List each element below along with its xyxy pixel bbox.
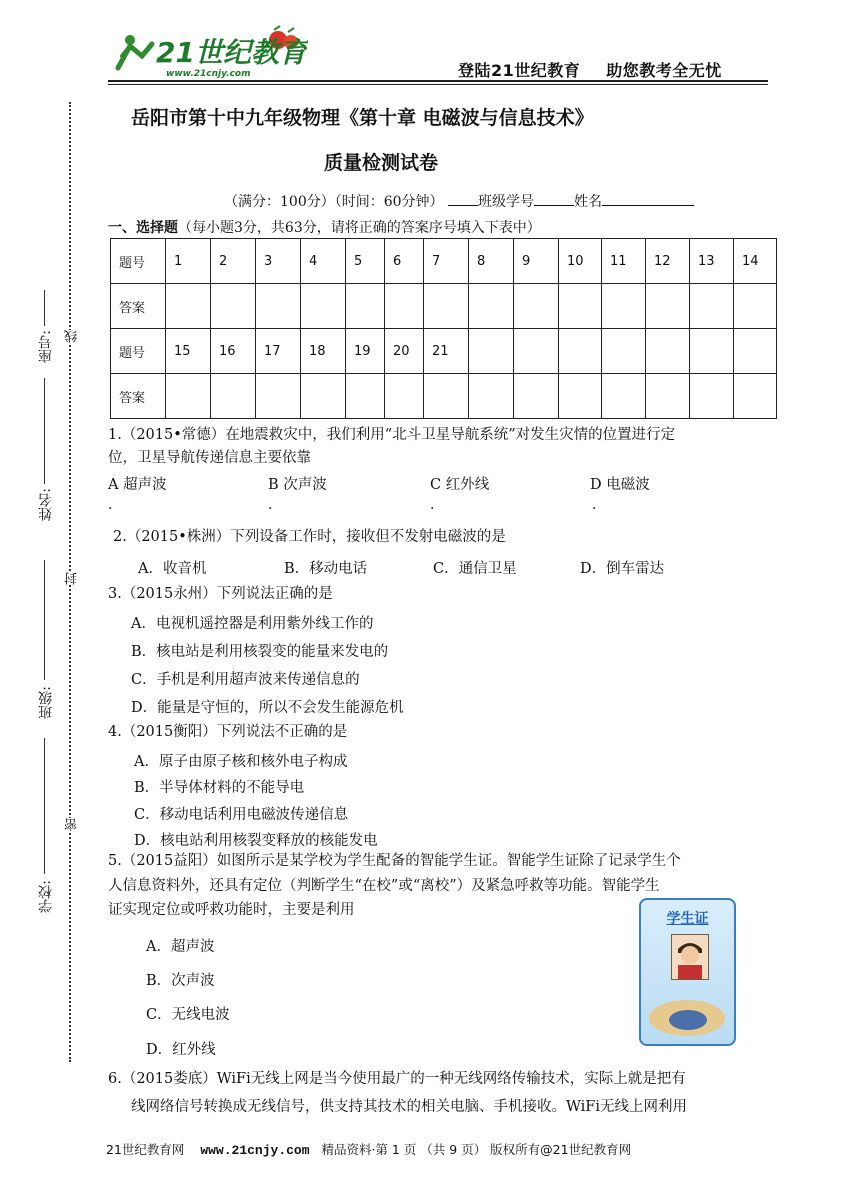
table-cell: 1: [166, 239, 211, 284]
answer-cell[interactable]: [211, 374, 256, 419]
answer-cell[interactable]: [469, 284, 514, 329]
section-heading: [108, 217, 541, 237]
table-cell: [734, 329, 777, 374]
question-2: 2.（2015•株洲）下列设备工作时，接收但不发射电磁波的是: [113, 529, 506, 545]
binding-mark-mi: 密: [65, 818, 80, 831]
question-1-line1: 1.（2015•常德）在地震救灾中，我们利用“北斗卫星导航系统”对发生灾情的位置进行定: [108, 427, 676, 443]
slogan-left: 登陆21世纪教育: [458, 61, 581, 80]
table-cell: [602, 329, 646, 374]
header-rule-thin: [108, 84, 768, 85]
row-label: 答案: [111, 374, 166, 419]
table-cell: 7: [424, 239, 469, 284]
q2-option-b[interactable]: B．移动电话: [284, 561, 368, 577]
blank-line[interactable]: [448, 191, 478, 206]
question-6-line2: 线网络信号转换成无线信号，供支持其技术的相关电脑、手机接收。WiFi无线上网利用: [131, 1099, 687, 1115]
answer-cell[interactable]: [424, 284, 469, 329]
table-cell: 14: [734, 239, 777, 284]
q1-option-b[interactable]: B 次声波: [268, 477, 327, 493]
question-5-line3: 证实现定位或呼救功能时，主要是利用: [108, 902, 355, 918]
question-6-line1: 6.（2015娄底）WiFi无线上网是当今使用最广的一种无线网络传输技术，实际上就是把有: [108, 1071, 686, 1087]
answer-cell[interactable]: [256, 374, 301, 419]
table-row: [111, 374, 777, 419]
q4-option-a[interactable]: A．原子由原子核和核外电子构成: [134, 754, 348, 770]
table-cell: [646, 329, 690, 374]
answer-cell[interactable]: [346, 284, 385, 329]
footer-brand: 21世纪教育网: [106, 1142, 185, 1157]
table-cell: [559, 329, 602, 374]
q5-option-a[interactable]: A．超声波: [146, 939, 215, 955]
card-buttons: [669, 1010, 707, 1030]
table-row: [111, 329, 777, 374]
q3-option-d[interactable]: D．能量是守恒的，所以不会发生能源危机: [131, 700, 404, 716]
q4-text: 4.（2015衡阳）下列说法: [108, 724, 275, 740]
page-footer: [106, 1140, 631, 1158]
q4-option-d[interactable]: D．核电站利用核裂变释放的核能发电: [134, 833, 378, 849]
exam-title: 岳阳市第十中九年级物理《第十章 电磁波与信息技术》: [131, 107, 594, 129]
table-cell: 3: [256, 239, 301, 284]
table-cell: 4: [301, 239, 346, 284]
school-label: 学校:: [38, 880, 54, 913]
card-title: 学生证: [666, 911, 709, 927]
q4-emphasis: 不正确: [274, 724, 319, 740]
answer-cell[interactable]: [166, 284, 211, 329]
exam-subtitle: 质量检测试卷: [324, 152, 439, 174]
answer-cell[interactable]: [469, 374, 514, 419]
q3-option-a[interactable]: A．电视机遥控器是利用紫外线工作的: [131, 616, 374, 632]
answer-cell[interactable]: [734, 284, 777, 329]
table-cell: 20: [385, 329, 424, 374]
answer-cell[interactable]: [256, 284, 301, 329]
question-4: [108, 722, 347, 742]
exam-meta: [224, 191, 694, 211]
answer-cell[interactable]: [301, 284, 346, 329]
table-cell: [469, 329, 514, 374]
answer-cell[interactable]: [301, 374, 346, 419]
footer-page-info: 精品资料·第 1 页 （共 9 页） 版权所有@21世纪教育网: [321, 1142, 632, 1157]
row-label: 题号: [111, 239, 166, 284]
q4-text-end: 的是: [318, 724, 348, 740]
q5-option-d[interactable]: D．红外线: [146, 1042, 216, 1058]
class-no-label: 班级学号: [478, 194, 534, 210]
table-row: [111, 284, 777, 329]
table-cell: 21: [424, 329, 469, 374]
table-cell: 16: [211, 329, 256, 374]
table-cell: 8: [469, 239, 514, 284]
table-cell: [514, 329, 559, 374]
student-card-image: [639, 898, 736, 1046]
table-cell: 18: [301, 329, 346, 374]
question-1-line2: 位，卫星导航传递信息主要依靠: [108, 450, 311, 466]
dot-mark: .: [108, 497, 113, 513]
slogan-right: 助您教考全无忧: [606, 61, 722, 80]
answer-cell[interactable]: [514, 284, 559, 329]
section-title: 一、选择题: [108, 220, 178, 236]
dot-mark: .: [592, 497, 597, 513]
q1-option-c[interactable]: C 红外线: [430, 477, 490, 493]
q4-option-b[interactable]: B．半导体材料的不能导电: [134, 780, 305, 796]
table-cell: 13: [690, 239, 734, 284]
question-5-line1: 5.（2015益阳）如图所示是某学校为学生配备的智能学生证。智能学生证除了记录学生个: [108, 853, 681, 869]
binding-mark-feng: 封: [65, 572, 80, 585]
answer-cell[interactable]: [734, 374, 777, 419]
answer-table: [110, 238, 777, 419]
score-time: （满分：100分）（时间：60分钟）: [224, 194, 444, 210]
class-label: 班级:: [38, 686, 54, 719]
q4-option-c[interactable]: C．移动电话利用电磁波传递信息: [134, 807, 349, 823]
answer-cell[interactable]: [690, 284, 734, 329]
class-blank-line: [44, 560, 45, 680]
table-cell: 5: [346, 239, 385, 284]
svg-text:21世纪教育: 21世纪教育: [156, 36, 307, 69]
answer-cell[interactable]: [646, 284, 690, 329]
answer-cell[interactable]: [514, 374, 559, 419]
section-note: （每小题3分，共63分，请将正确的答案序号填入下表中）: [178, 220, 541, 236]
table-cell: 11: [602, 239, 646, 284]
answer-cell[interactable]: [559, 374, 602, 419]
table-cell: 6: [385, 239, 424, 284]
answer-cell[interactable]: [211, 284, 256, 329]
q2-option-c[interactable]: C．通信卫星: [433, 561, 517, 577]
q5-option-c[interactable]: C．无线电波: [146, 1007, 230, 1023]
header-rule: [108, 80, 768, 82]
table-cell: 10: [559, 239, 602, 284]
q2-option-a[interactable]: A．收音机: [138, 561, 207, 577]
answer-cell[interactable]: [559, 284, 602, 329]
question-3: 3.（2015永州）下列说法正确的是: [108, 586, 333, 602]
table-row: [111, 239, 777, 284]
name-blank-line: [44, 378, 45, 484]
table-cell: [690, 329, 734, 374]
answer-cell[interactable]: [690, 374, 734, 419]
svg-text:www.21cnjy.com: www.21cnjy.com: [166, 69, 251, 79]
answer-cell[interactable]: [385, 374, 424, 419]
table-cell: 15: [166, 329, 211, 374]
table-cell: 17: [256, 329, 301, 374]
q1-option-d[interactable]: D 电磁波: [590, 477, 650, 493]
table-cell: 2: [211, 239, 256, 284]
q1-option-a[interactable]: A 超声波: [108, 477, 167, 493]
answer-cell[interactable]: [646, 374, 690, 419]
footer-site-link[interactable]: www.21cnjy.com: [200, 1143, 310, 1158]
answer-cell[interactable]: [385, 284, 424, 329]
class-no-field[interactable]: [534, 191, 574, 206]
name-field[interactable]: [602, 191, 694, 206]
table-cell: 12: [646, 239, 690, 284]
row-label: 题号: [111, 329, 166, 374]
answer-cell[interactable]: [602, 284, 646, 329]
answer-cell[interactable]: [166, 374, 211, 419]
name-label-meta: 姓名: [574, 194, 602, 210]
table-cell: 9: [514, 239, 559, 284]
table-cell: 19: [346, 329, 385, 374]
q5-option-b[interactable]: B．次声波: [146, 973, 215, 989]
row-label: 答案: [111, 284, 166, 329]
seat-blank-line: [44, 290, 45, 326]
header-slogan: [458, 58, 748, 81]
dot-mark: .: [268, 497, 273, 513]
q3-option-c[interactable]: C．手机是利用超声波来传递信息的: [131, 672, 360, 688]
name-label: 姓名:: [38, 488, 54, 521]
site-logo: [108, 20, 308, 82]
student-photo: [671, 934, 709, 980]
answer-cell[interactable]: [424, 374, 469, 419]
q2-option-d[interactable]: D．倒车雷达: [580, 561, 665, 577]
q3-option-b[interactable]: B．核电站是利用核裂变的能量来发电的: [131, 644, 389, 660]
binding-mark-xian: 线: [65, 330, 80, 343]
answer-cell[interactable]: [602, 374, 646, 419]
seat-label: 座号:: [38, 330, 54, 363]
answer-cell[interactable]: [346, 374, 385, 419]
dot-mark: .: [430, 497, 435, 513]
school-blank-line: [44, 738, 45, 874]
question-5-line2: 人信息资料外，还具有定位（判断学生“在校”或“离校”）及紧急呼救等功能。智能学生: [108, 878, 660, 894]
